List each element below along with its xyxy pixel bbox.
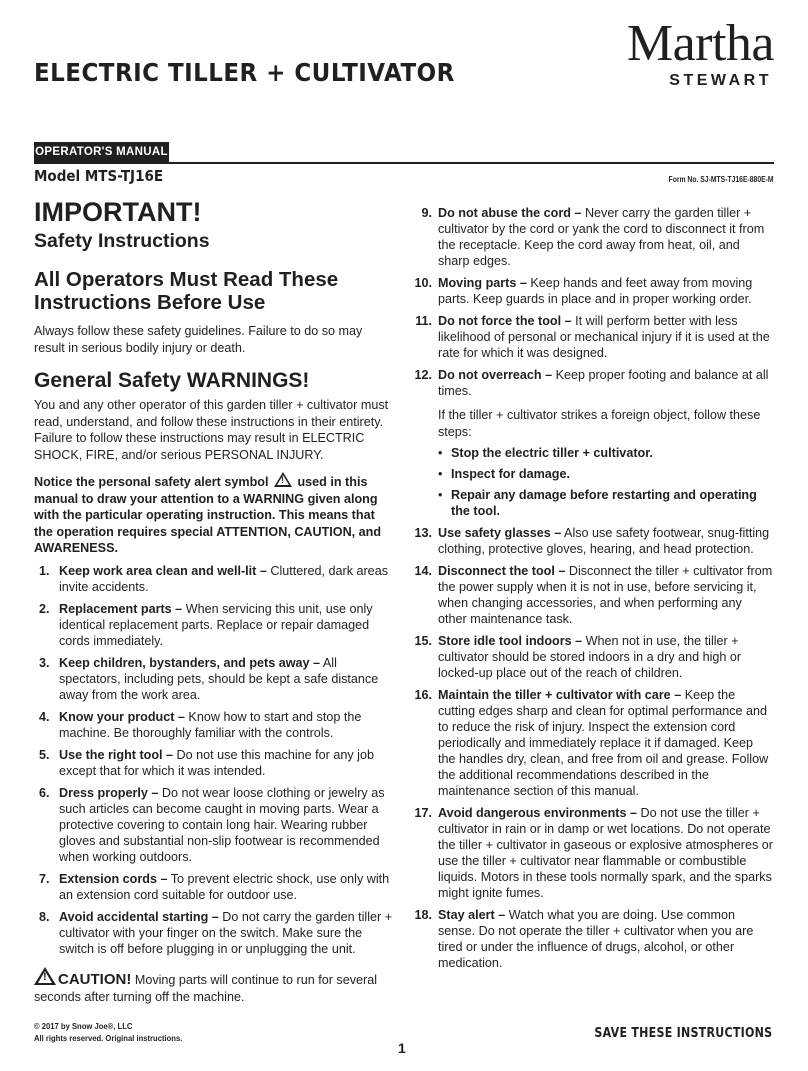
item-number: 2. bbox=[39, 601, 50, 616]
foreign-object-steps bbox=[416, 445, 774, 519]
safety-item bbox=[34, 601, 394, 649]
item-title: Do not overreach – bbox=[438, 368, 553, 382]
item-text: Do not use the tiller + cultivator in rain or in damp or wet locations. Do not operate the tiller + cultivator in gaseous or explosive atmospheres or use the tiller + cultivator near flammable or combustible liquids. Motors in these tools normally spark, and the sparks might ignite fumes. bbox=[438, 806, 773, 900]
safety-list-right-b bbox=[416, 525, 774, 971]
form-number: Form No. SJ-MTS-TJ16E-880E-M bbox=[668, 175, 774, 184]
item-text: All spectators, including pets, should be kept a safe distance away from the work area. bbox=[59, 655, 379, 702]
safety-item bbox=[34, 871, 394, 903]
safety-item bbox=[416, 563, 774, 627]
safety-item bbox=[34, 747, 394, 779]
item-text: Also use safety footwear, snug-fitting clothing, protective gloves, hearing, and head protection. bbox=[438, 526, 770, 556]
item-title: Use safety glasses – bbox=[438, 526, 562, 540]
item-title: Extension cords – bbox=[59, 871, 168, 886]
item-number: 17. bbox=[414, 806, 432, 820]
safety-instructions-heading: Safety Instructions bbox=[34, 230, 210, 252]
item-title: Know your product – bbox=[59, 709, 185, 724]
caution-alert-icon bbox=[34, 967, 56, 985]
safety-list-right-a bbox=[416, 205, 774, 399]
safety-item bbox=[34, 655, 394, 703]
item-number: 11. bbox=[415, 314, 432, 328]
item-text: Never carry the garden tiller + cultivator by the cord or yank the cord to disconnect it from the receptacle. Keep the cord away from heat, oil, and sharp edges. bbox=[438, 206, 765, 268]
manual-tab: OPERATOR'S MANUAL bbox=[34, 142, 169, 163]
safety-item bbox=[416, 313, 774, 361]
safety-item bbox=[416, 525, 774, 557]
brand-logo bbox=[626, 15, 774, 90]
item-title: Do not abuse the cord – bbox=[438, 206, 582, 220]
item-title: Moving parts – bbox=[438, 276, 527, 290]
item-number: 5. bbox=[39, 747, 50, 762]
safety-item bbox=[34, 709, 394, 741]
item-text: To prevent electric shock, use only with an extension cord suitable for outdoor use. bbox=[59, 871, 390, 902]
item-number: 13. bbox=[414, 526, 432, 540]
item-number: 18. bbox=[414, 908, 432, 922]
item-number: 12. bbox=[414, 368, 432, 382]
brand-subname: STEWART bbox=[669, 72, 772, 89]
item-number: 6. bbox=[39, 785, 50, 800]
item-number: 9. bbox=[421, 206, 432, 220]
always-follow-text: Always follow these safety guidelines. Failure to do so may result in serious bodily injury or death. bbox=[34, 324, 363, 355]
safety-list-left bbox=[34, 563, 394, 957]
document-title: ELECTRIC TILLER + CULTIVATOR bbox=[34, 58, 455, 87]
all-operators-heading: All Operators Must Read These Instructions Before Use bbox=[34, 268, 339, 314]
item-number: 3. bbox=[39, 655, 50, 670]
item-number: 16. bbox=[414, 688, 432, 702]
item-number: 14. bbox=[414, 564, 432, 578]
item-title: Store idle tool indoors – bbox=[438, 634, 583, 648]
general-warnings-heading: General Safety WARNINGS! bbox=[34, 369, 310, 392]
step-bullet: • Stop the electric tiller + cultivator. bbox=[438, 445, 774, 461]
item-title: Keep children, bystanders, and pets away – bbox=[59, 655, 321, 670]
item-title: Dress properly – bbox=[59, 785, 159, 800]
item-text: When not in use, the tiller + cultivator should be stored indoors in a dry and high or locked-up place out of the reach of children. bbox=[438, 634, 742, 680]
item-text: Do not carry the garden tiller + cultivator with your finger on the switch. Make sure the switch is off before plugging in or unplugging the unit. bbox=[59, 909, 393, 956]
item-number: 15. bbox=[414, 634, 432, 648]
caution-label: CAUTION! bbox=[58, 970, 132, 988]
item-title: Avoid dangerous environments – bbox=[438, 806, 637, 820]
caution-text: Moving parts will continue to run for several seconds after turning off the machine. bbox=[34, 972, 378, 1004]
copyright-line-1: © 2017 by Snow Joe®, LLC bbox=[34, 1021, 133, 1031]
item-text: It will perform better with less likelihood of personal or mechanical injury if it is used at the rate for which it was designed. bbox=[438, 314, 770, 360]
step-bullet: • Repair any damage before restarting and operating the tool. bbox=[438, 487, 774, 519]
item-title: Do not force the tool – bbox=[438, 314, 572, 328]
caution-note bbox=[34, 967, 394, 1006]
notice-text-after: used in this manual to draw your attention to a WARNING given along with the particular operating instruction. This means that the operation requires special ATTENTION, CAUTION, and AWARENESS. bbox=[34, 475, 382, 555]
copyright bbox=[34, 1020, 182, 1044]
foreign-object-text: If the tiller + cultivator strikes a foreign object, follow these steps: bbox=[438, 408, 761, 439]
notice-paragraph bbox=[34, 472, 394, 557]
notice-text-before: Notice the personal safety alert symbol bbox=[34, 475, 269, 489]
item-number: 7. bbox=[39, 871, 50, 886]
item-title: Replacement parts – bbox=[59, 601, 183, 616]
safety-alert-icon bbox=[274, 472, 292, 487]
header-rule bbox=[34, 162, 774, 164]
safety-item bbox=[416, 633, 774, 681]
safety-item bbox=[34, 785, 394, 865]
item-text: Watch what you are doing. Use common sense. Do not operate the tiller + cultivator when you are tired or under the influence of drugs, alcohol, or other medication. bbox=[438, 908, 754, 970]
safety-item bbox=[34, 563, 394, 595]
item-title: Maintain the tiller + cultivator with care – bbox=[438, 688, 682, 702]
item-title: Avoid accidental starting – bbox=[59, 909, 219, 924]
safety-item bbox=[416, 805, 774, 901]
step-bullet: • Inspect for damage. bbox=[438, 466, 774, 482]
save-instructions: SAVE THESE INSTRUCTIONS bbox=[594, 1026, 772, 1041]
safety-item bbox=[416, 687, 774, 799]
safety-item bbox=[416, 367, 774, 399]
right-column bbox=[416, 199, 774, 971]
item-number: 10. bbox=[414, 276, 432, 290]
item-number: 4. bbox=[39, 709, 50, 724]
item-text: Keep hands and feet away from moving parts. Keep guards in place and in proper working order. bbox=[438, 276, 753, 306]
item-text: Know how to start and stop the machine. Be thoroughly familiar with the controls. bbox=[59, 709, 362, 740]
item-text: Disconnect the tiller + cultivator from the power supply when it is not in use, before servicing it, when changing accessories, and when performing any other maintenance task. bbox=[438, 564, 773, 626]
item-number: 8. bbox=[39, 909, 50, 924]
item-title: Keep work area clean and well-lit – bbox=[59, 563, 267, 578]
item-text: Keep the cutting edges sharp and clean for optimal performance and to reduce the risk of injury. Inspect the extension cord periodically and immediately replace it if damaged. Keep the handles dry, clean, and free from oil and grease. Follow the additional recommendations described in the maintenance section of this manual. bbox=[438, 688, 769, 798]
left-column bbox=[34, 195, 394, 1006]
item-text: Do not wear loose clothing or jewelry as such articles can become caught in moving parts. Wear a protective covering to contain long hair. Wearing rubber gloves and substantial non-slip footwear is recommended when working outdoors. bbox=[59, 785, 385, 864]
safety-item bbox=[416, 275, 774, 307]
item-text: When servicing this unit, use only identical replacement parts. Replace or repair damaged cords immediately. bbox=[59, 601, 373, 648]
item-number: 1. bbox=[39, 563, 50, 578]
general-warnings-text: You and any other operator of this garden tiller + cultivator must read, understand, and follow these instructions in their entirety. Failure to follow these instructions may result in ELECTRIC SHOCK, FIRE, and/or serious PERSONAL INJURY. bbox=[34, 398, 389, 462]
model-number: Model MTS-TJ16E bbox=[34, 167, 164, 185]
safety-item bbox=[416, 205, 774, 269]
safety-item bbox=[416, 907, 774, 971]
page-number: 1 bbox=[398, 1040, 406, 1056]
copyright-line-2: All rights reserved. Original instructions. bbox=[34, 1033, 183, 1043]
item-text: Keep proper footing and balance at all times. bbox=[438, 368, 769, 398]
item-title: Stay alert – bbox=[438, 908, 506, 922]
brand-name: Martha bbox=[626, 15, 774, 72]
item-text: Cluttered, dark areas invite accidents. bbox=[59, 563, 388, 594]
item-text: Do not use this machine for any job except that for which it was intended. bbox=[59, 747, 374, 778]
safety-item bbox=[34, 909, 394, 957]
important-heading: IMPORTANT! bbox=[34, 197, 202, 227]
item-title: Use the right tool – bbox=[59, 747, 174, 762]
item-title: Disconnect the tool – bbox=[438, 564, 566, 578]
